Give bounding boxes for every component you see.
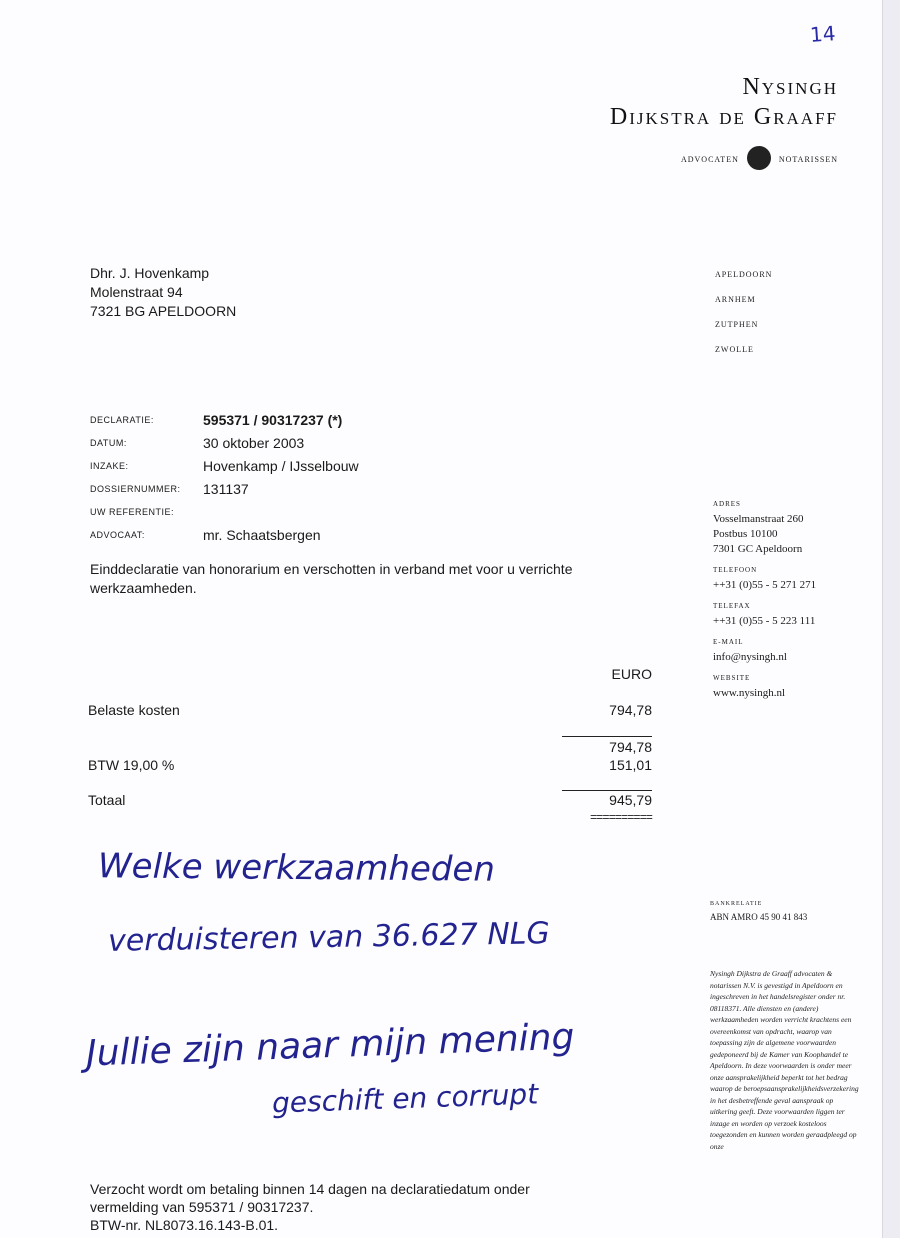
currency-header: EURO <box>611 666 652 682</box>
meta-label: DOSSIERNUMMER: <box>90 483 181 494</box>
handwritten-note-line: Jullie zijn naar mijn mening <box>85 1016 575 1075</box>
meta-row-uw-referentie <box>90 500 359 523</box>
meta-row-declaratie <box>90 408 359 431</box>
contact-address-line: Postbus 10100 <box>713 528 778 540</box>
row-subtotal <box>88 739 652 755</box>
addressee-city: 7321 BG APELDOORN <box>90 303 237 319</box>
row-label: Belaste kosten <box>88 702 180 718</box>
logo-dot-icon <box>747 146 771 170</box>
firm-name-line1: Nysingh <box>742 74 838 100</box>
row-amount: 151,01 <box>609 757 652 773</box>
office-item: ZUTPHEN <box>715 320 759 329</box>
row-totaal <box>88 792 652 808</box>
meta-value: mr. Schaatsbergen <box>203 526 321 543</box>
meta-label: UW REFERENTIE: <box>90 506 175 517</box>
contact-address-line: Vosselmanstraat 260 <box>713 513 804 525</box>
office-item: ZWOLLE <box>715 345 754 354</box>
meta-value: 30 oktober 2003 <box>203 434 305 451</box>
meta-label: INZAKE: <box>90 460 129 471</box>
bank-label: BANKRELATIE <box>710 901 763 907</box>
subtotal-rule <box>562 736 652 737</box>
contact-label: TELEFAX <box>713 602 751 610</box>
contact-label: TELEFOON <box>713 566 758 574</box>
contact-label: E-MAIL <box>713 638 744 646</box>
total-double-rule: ========== <box>589 811 652 825</box>
footer-line: BTW-nr. NL8073.16.143-B.01. <box>90 1217 279 1233</box>
row-amount: 794,78 <box>609 702 652 718</box>
row-belaste-kosten <box>88 702 652 718</box>
row-label: Totaal <box>88 792 126 808</box>
row-amount: 794,78 <box>609 739 652 755</box>
office-item: APELDOORN <box>715 270 773 279</box>
meta-value: 131137 <box>203 480 249 497</box>
handwritten-note-line: Welke werkzaamheden <box>97 846 496 890</box>
row-btw <box>88 757 652 773</box>
bank-block <box>710 898 807 924</box>
contact-block <box>713 497 816 701</box>
handwritten-note-line: geschift en corrupt <box>271 1077 539 1120</box>
firm-subtitle <box>610 146 838 170</box>
handwritten-note-line: verduisteren van 36.627 NLG <box>107 916 551 959</box>
row-label: BTW 19,00 % <box>88 757 175 773</box>
footer-line: Verzocht wordt om betaling binnen 14 dagen na declaratiedatum onder <box>90 1181 530 1197</box>
meta-row-datum <box>90 431 359 454</box>
contact-email: info@nysingh.nl <box>713 651 787 663</box>
contact-website: www.nysingh.nl <box>713 687 786 699</box>
page-edge <box>882 0 900 1238</box>
meta-value: 595371 / 90317237 (*) <box>203 411 343 428</box>
contact-label: ADRES <box>713 500 741 508</box>
addressee-block <box>90 264 236 321</box>
meta-row-advocaat <box>90 523 359 546</box>
total-rule <box>562 790 652 791</box>
row-amount: 945,79 <box>609 792 652 808</box>
terms-text: Nysingh Dijkstra de Graaff advocaten & notarissen N.V. is gevestigd in Apeldoorn en ingeschreven in het handelsregister onder nr. 08118371. Alle diensten en (andere) werkzaamheden worden verricht krachtens een overeenkomst van opdracht, waarop van toepassing zijn de algemene voorwaarden gedeponeerd bij de Kamer van Koophandel te Apeldoorn. In deze voorwaarden is onder meer onze aansprakelijkheid beperkt tot het bedrag waarop de beroepsaansprakelijkheidsverzekering in het desbetreffende geval aanspraak op uitkering geeft. Deze voorwaarden liggen ter inzage en worden op verzoek kosteloos toegezonden en kunnen worden geraadpleegd op onze <box>710 969 859 1151</box>
meta-row-dossiernummer <box>90 477 359 500</box>
payment-footer <box>90 1180 620 1234</box>
meta-label: DECLARATIE: <box>90 414 154 425</box>
firm-name-line2: Dijkstra de Graaff <box>609 104 838 130</box>
invoice-meta <box>90 408 359 546</box>
intro-text: Einddeclaratie van honorarium en verschotten in verband met voor u verrichte werkzaamheden. <box>90 561 573 596</box>
meta-label: ADVOCAAT: <box>90 529 145 540</box>
firm-logo <box>610 72 838 170</box>
bank-account: ABN AMRO 45 90 41 843 <box>710 912 808 922</box>
addressee-name: Dhr. J. Hovenkamp <box>90 265 210 281</box>
contact-label: WEBSITE <box>713 674 751 682</box>
firm-sub-right: notarissen <box>778 150 838 165</box>
office-item: ARNHEM <box>715 295 756 304</box>
page-number: 14 <box>809 21 837 47</box>
meta-label: DATUM: <box>90 437 127 448</box>
office-list <box>715 262 772 362</box>
meta-value: Hovenkamp / IJsselbouw <box>203 457 359 474</box>
contact-phone: ++31 (0)55 - 5 271 271 <box>713 579 817 591</box>
addressee-street: Molenstraat 94 <box>90 284 183 300</box>
contact-address-line: 7301 GC Apeldoorn <box>713 543 803 555</box>
footer-line: vermelding van 595371 / 90317237. <box>90 1199 314 1215</box>
contact-fax: ++31 (0)55 - 5 223 111 <box>713 615 816 627</box>
meta-row-inzake <box>90 454 359 477</box>
firm-sub-left: advocaten <box>680 150 739 165</box>
